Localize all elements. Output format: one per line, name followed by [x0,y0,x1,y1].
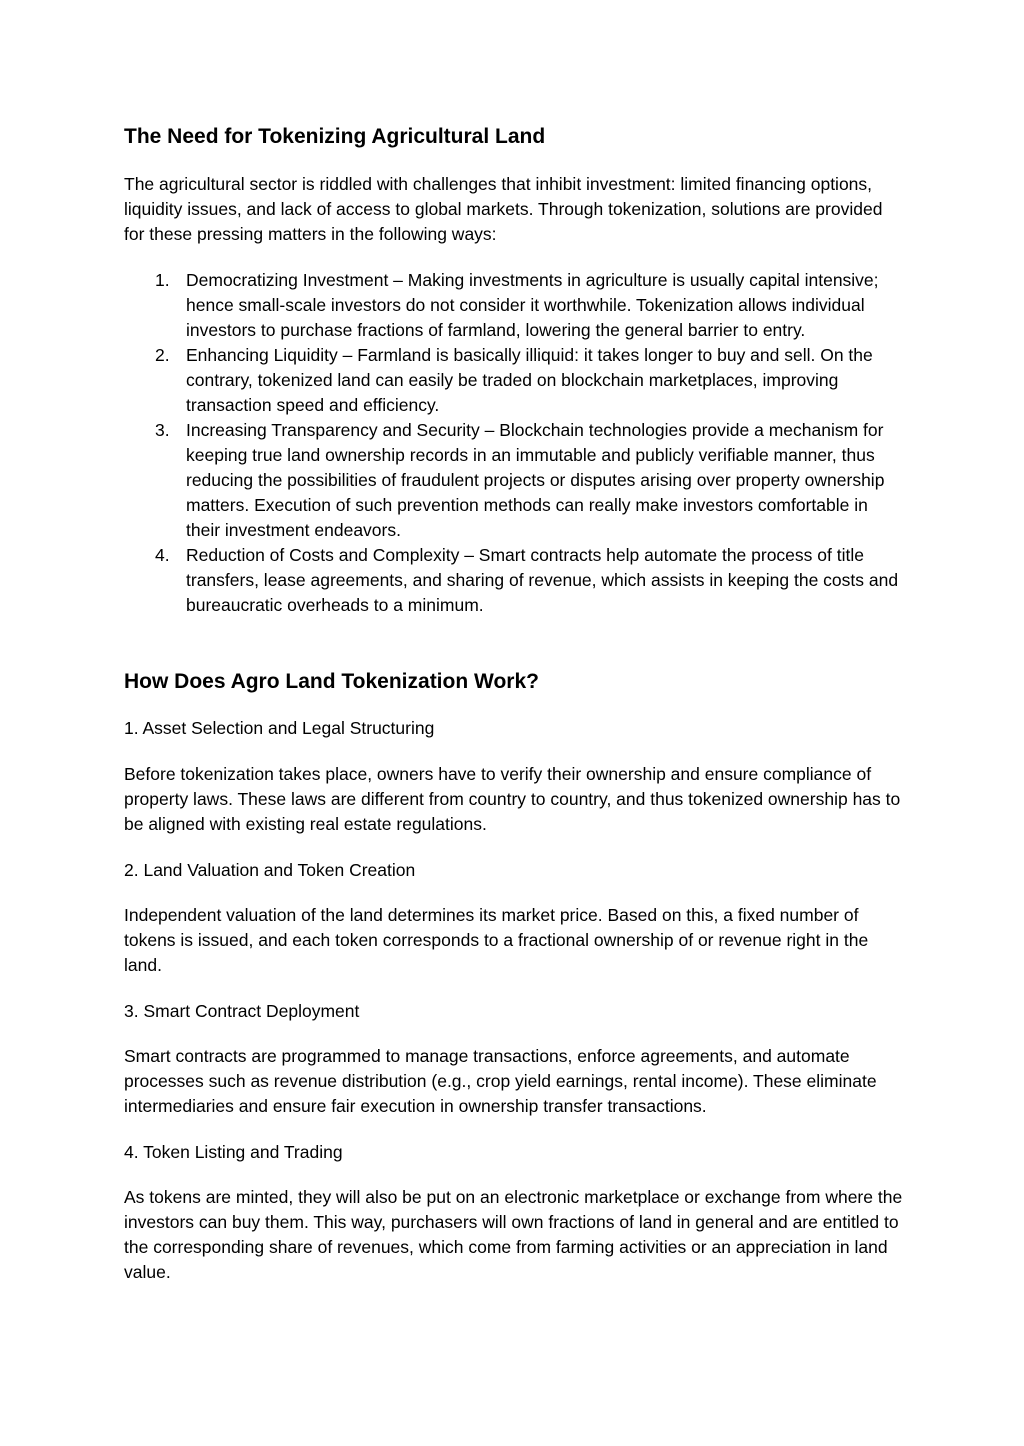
step-title: 3. Smart Contract Deployment [124,1001,360,1021]
intro-paragraph: The agricultural sector is riddled with challenges that inhibit investment: limited financing options, liquidity issues, and lack of access to global markets. Through tokenization, solutions are provided for these pressing matters in the following ways: [124,174,883,244]
step-title: 1. Asset Selection and Legal Structuring [124,718,435,738]
section-heading-need: The Need for Tokenizing Agricultural Land [124,125,546,148]
list-item [124,543,904,618]
list-item-text: Enhancing Liquidity – Farmland is basically illiquid: it takes longer to buy and sell. On the contrary, tokenized land can easily be traded on blockchain marketplaces, improving transaction speed and efficiency. [186,345,873,415]
step-title: 2. Land Valuation and Token Creation [124,860,416,880]
list-item-number: 1. [155,270,170,290]
benefits-list [124,268,904,618]
step-body: As tokens are minted, they will also be put on an electronic marketplace or exchange from where the investors can buy them. This way, purchasers will own fractions of land in general and are entitled to the corresponding share of revenues, which come from farming activities or an appreciation in land value. [124,1187,903,1282]
list-item [124,418,904,543]
section-heading-how: How Does Agro Land Tokenization Work? [124,670,539,693]
step-title: 4. Token Listing and Trading [124,1142,343,1162]
list-item-text: Reduction of Costs and Complexity – Smart contracts help automate the process of title transfers, lease agreements, and sharing of revenue, which assists in keeping the costs and bureaucratic overheads to a minimum. [186,545,899,615]
list-item-text: Increasing Transparency and Security – Blockchain technologies provide a mechanism for keeping true land ownership records in an immutable and publicly verifiable manner, thus reducing the possibilities of fraudulent projects or disputes arising over property ownership matters. Execution of such prevention methods can really make investors comfortable in their investment endeavors. [186,420,885,540]
list-item-number: 2. [155,345,170,365]
list-item-number: 4. [155,545,170,565]
list-item-text: Democratizing Investment – Making investments in agriculture is usually capital intensive; hence small-scale investors do not consider it worthwhile. Tokenization allows individual investors to purchase fractions of farmland, lowering the general barrier to entry. [186,270,879,340]
step-body: Before tokenization takes place, owners have to verify their ownership and ensure compliance of property laws. These laws are different from country to country, and thus tokenized ownership has to be aligned with existing real estate regulations. [124,764,901,834]
step-body: Independent valuation of the land determines its market price. Based on this, a fixed number of tokens is issued, and each token corresponds to a fractional ownership of or revenue right in the land. [124,905,869,975]
list-item [124,343,904,418]
step-body: Smart contracts are programmed to manage transactions, enforce agreements, and automate processes such as revenue distribution (e.g., crop yield earnings, rental income). These eliminate intermediaries and ensure fair execution in ownership transfer transactions. [124,1046,877,1116]
list-item [124,268,904,343]
list-item-number: 3. [155,420,170,440]
